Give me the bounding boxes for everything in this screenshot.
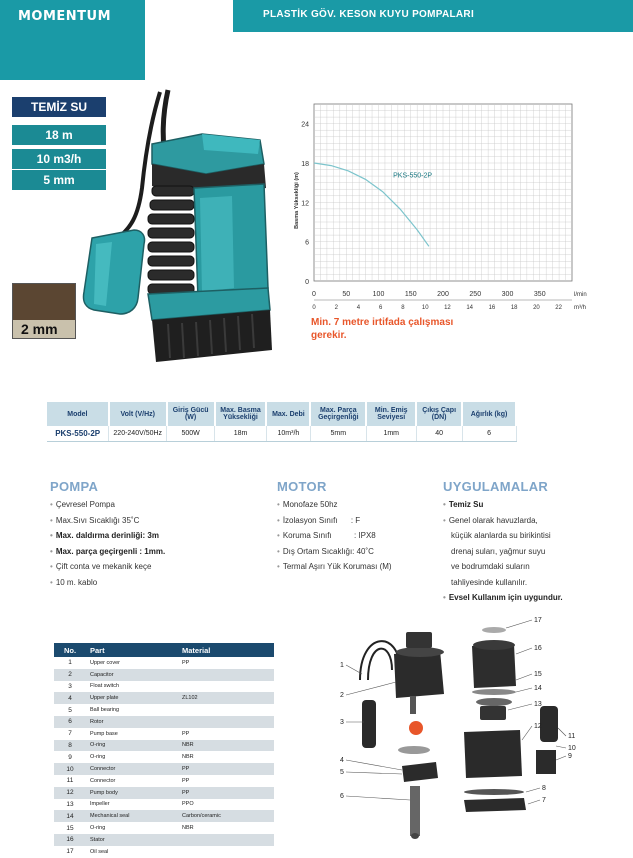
list-item — [443, 593, 563, 609]
list-item — [50, 547, 165, 563]
x-tick-label-m3h: 20 — [533, 305, 540, 311]
parts-cell-no: 1 — [54, 657, 86, 669]
parts-cell-no: 9 — [54, 751, 86, 763]
parts-cell-part: Float switch — [86, 681, 178, 693]
parts-cell-no: 17 — [54, 846, 86, 858]
callout-7: 7 — [542, 797, 546, 804]
parts-cell-material — [178, 834, 274, 846]
parts-cell-material: NBR — [178, 822, 274, 834]
bullet-icon: • — [50, 562, 53, 571]
list-item-text: 10 m. kablo — [55, 577, 98, 587]
particle-inset-image — [12, 283, 76, 339]
callout-10: 10 — [568, 745, 576, 752]
x-tick-label-m3h: 12 — [444, 305, 451, 311]
bullet-icon: • — [277, 515, 280, 525]
y-axis-label: Basma Yüksekliği (m) — [294, 172, 300, 229]
parts-cell-no: 12 — [54, 787, 86, 799]
brand-logo: MOMENTUM — [18, 9, 112, 24]
list-item-text: drenaj suları, yağmur suyu — [451, 546, 546, 556]
parts-cell-material: PP — [178, 728, 274, 740]
list-item-text: Genel olarak havuzlarda, — [448, 515, 538, 525]
table-row — [54, 810, 274, 822]
x-tick-label-lmin: 50 — [342, 291, 351, 298]
spec-table — [47, 402, 517, 442]
table-row — [54, 775, 274, 787]
parts-cell-part: Pump body — [86, 787, 178, 799]
x-tick-label-m3h: 16 — [488, 305, 496, 311]
callout-11: 11 — [568, 733, 576, 740]
table-row — [54, 822, 274, 834]
spec-water-type: TEMİZ SU — [12, 97, 106, 117]
list-item — [50, 500, 165, 516]
parts-cell-material: PP — [178, 657, 274, 669]
parts-cell-no: 16 — [54, 834, 86, 846]
parts-header-no: No. — [54, 643, 86, 657]
parts-cell-part: Mechanical seal — [86, 810, 178, 822]
parts-cell-part: Rotor — [86, 716, 178, 728]
callout-6: 6 — [340, 793, 344, 800]
section-title-uygulamalar: UYGULAMALAR — [443, 479, 549, 494]
table-row — [54, 787, 274, 799]
callout-9: 9 — [568, 753, 572, 760]
parts-cell-part: O-ring — [86, 751, 178, 763]
parts-cell-part: Pump base — [86, 728, 178, 740]
header-power: Giriş Gücü (W) — [167, 402, 215, 426]
parts-cell-part: O-ring — [86, 822, 178, 834]
list-item-text: Koruma Sınıfı : IPX8 — [282, 531, 376, 540]
list-item — [50, 562, 165, 578]
x-tick-label-m3h: 18 — [510, 305, 518, 311]
list-item — [443, 531, 563, 547]
parts-cell-material — [178, 669, 274, 681]
bullet-icon: • — [50, 500, 53, 509]
parts-cell-material — [178, 716, 274, 728]
y-tick-label: 6 — [305, 239, 309, 247]
bullet-icon: • — [50, 546, 53, 556]
bullet-icon: • — [50, 577, 53, 587]
spec-table-header-row — [47, 402, 516, 426]
cell-outlet: 40 — [416, 426, 462, 441]
parts-header-material: Material — [178, 643, 274, 657]
applications-list — [443, 500, 563, 609]
list-item — [443, 578, 563, 594]
section-title-motor: MOTOR — [277, 479, 327, 494]
spec-flow: 10 m3/h — [12, 149, 106, 169]
spec-particle: 5 mm — [12, 170, 106, 190]
x-tick-label-lmin: 150 — [404, 291, 417, 298]
list-item-text: Max. parça geçirgenli : 1mm. — [55, 546, 166, 556]
bullet-icon: • — [277, 500, 280, 509]
cell-model: PKS-550-2P — [47, 426, 109, 441]
table-row — [54, 846, 274, 858]
header-max-head: Max. Basma Yüksekliği — [215, 402, 267, 426]
list-item — [277, 516, 392, 532]
x-tick-label-m3h: 14 — [466, 305, 474, 311]
header-model: Model — [47, 402, 109, 426]
bullet-icon: • — [50, 531, 53, 540]
parts-cell-no: 4 — [54, 692, 86, 704]
cell-max-head: 18m — [215, 426, 267, 441]
parts-cell-part: Connector — [86, 763, 178, 775]
parts-cell-material: NBR — [178, 740, 274, 752]
parts-cell-no: 11 — [54, 775, 86, 787]
parts-cell-material: PP — [178, 775, 274, 787]
x-tick-label-lmin: 350 — [533, 291, 546, 298]
cell-weight: 6 — [462, 426, 516, 441]
list-item-text: Çift conta ve mekanik keçe — [55, 562, 152, 571]
parts-cell-part: Connector — [86, 775, 178, 787]
table-row — [54, 657, 274, 669]
parts-cell-no: 7 — [54, 728, 86, 740]
header-outlet: Çıkış Çapı (DN) — [416, 402, 462, 426]
list-item-text: küçük alanlarda su birikintisi — [451, 531, 551, 540]
parts-cell-part: Upper plate — [86, 692, 178, 704]
cell-power: 500W — [167, 426, 215, 441]
parts-cell-material: PPO — [178, 799, 274, 811]
callout-4: 4 — [340, 757, 344, 764]
parts-header-row — [54, 643, 274, 657]
parts-header-part: Part — [86, 643, 178, 657]
x-axis-unit-m3h: m³/h — [574, 305, 586, 311]
list-item-text: Dış Ortam Sıcaklığı: 40˚C — [282, 546, 374, 556]
callout-17: 17 — [534, 617, 542, 624]
performance-chart — [290, 100, 600, 320]
bullet-icon: • — [277, 562, 280, 571]
bullet-icon: • — [443, 515, 446, 525]
parts-cell-part: Stator — [86, 834, 178, 846]
warning-note: Min. 7 metre irtifada çalışması gerekir. — [311, 317, 454, 341]
header-min-suction: Min. Emiş Seviyesi — [366, 402, 416, 426]
parts-cell-material: ZL102 — [178, 692, 274, 704]
list-item-text: Monofaze 50hz — [282, 500, 338, 509]
list-item-text: Çevresel Pompa — [55, 500, 115, 509]
bullet-icon: • — [443, 500, 446, 509]
callout-12: 12 — [534, 723, 542, 730]
parts-cell-material — [178, 846, 274, 858]
parts-cell-part: Ball bearing — [86, 704, 178, 716]
parts-cell-no: 13 — [54, 799, 86, 811]
page-title: PLASTİK GÖV. KESON KUYU POMPALARI — [263, 9, 475, 20]
parts-cell-no: 2 — [54, 669, 86, 681]
x-tick-label-lmin: 250 — [469, 291, 482, 298]
parts-table — [54, 643, 274, 858]
callout-15: 15 — [534, 671, 542, 678]
section-title-pompa: POMPA — [50, 479, 99, 494]
list-item-text: ve bodrumdaki suların — [451, 562, 530, 571]
parts-cell-part: Oil seal — [86, 846, 178, 858]
spec-head: 18 m — [12, 125, 106, 145]
parts-cell-no: 14 — [54, 810, 86, 822]
parts-cell-part: O-ring — [86, 740, 178, 752]
parts-cell-material: NBR — [178, 751, 274, 763]
list-item-text: Max.Sıvı Sıcaklığı 35˚C — [55, 515, 140, 525]
list-item — [50, 578, 165, 594]
list-item — [50, 531, 165, 547]
parts-cell-material — [178, 681, 274, 693]
header-max-flow: Max. Debi — [266, 402, 310, 426]
x-tick-label-m3h: 10 — [421, 305, 429, 311]
table-row — [54, 692, 274, 704]
y-tick-label: 24 — [301, 121, 309, 129]
list-item — [50, 516, 165, 532]
pump-product-image — [82, 88, 282, 378]
y-tick-label: 18 — [301, 161, 309, 168]
parts-cell-material: PP — [178, 763, 274, 775]
parts-cell-no: 8 — [54, 740, 86, 752]
series-label: PKS-550-2P — [393, 172, 433, 180]
callout-2: 2 — [340, 692, 344, 699]
motor-feature-list — [277, 500, 392, 578]
cell-min-suction: 1mm — [366, 426, 416, 441]
y-tick-label: 0 — [305, 279, 309, 286]
parts-cell-no: 6 — [54, 716, 86, 728]
list-item — [443, 516, 563, 532]
table-row — [54, 763, 274, 775]
x-tick-label-m3h: 2 — [334, 305, 338, 311]
parts-cell-no: 3 — [54, 681, 86, 693]
exploded-view-diagram — [340, 610, 590, 858]
bullet-icon: • — [277, 546, 280, 556]
list-item — [443, 547, 563, 563]
parts-cell-part: Capacitor — [86, 669, 178, 681]
list-item-text: İzolasyon Sınıfı : F — [282, 515, 361, 525]
parts-cell-part: Impeller — [86, 799, 178, 811]
list-item — [277, 547, 392, 563]
table-row — [54, 799, 274, 811]
x-tick-label-m3h: 0 — [312, 305, 316, 311]
table-row — [47, 426, 516, 441]
parts-cell-material: PP — [178, 787, 274, 799]
x-tick-label-lmin: 300 — [501, 291, 514, 298]
list-item — [443, 562, 563, 578]
table-row — [54, 751, 274, 763]
callout-14: 14 — [534, 685, 542, 692]
bullet-icon: • — [443, 593, 446, 602]
table-row — [54, 728, 274, 740]
table-row — [54, 704, 274, 716]
inset-label: 2 mm — [21, 321, 58, 337]
x-axis-unit-lmin: l/min — [574, 292, 587, 298]
header-volt: Volt (V/Hz) — [109, 402, 167, 426]
list-item — [277, 531, 392, 547]
list-item-text: Evsel Kullanım için uygundur. — [448, 593, 563, 602]
list-item — [443, 500, 563, 516]
parts-cell-material — [178, 704, 274, 716]
x-tick-label-m3h: 22 — [555, 305, 562, 311]
table-row — [54, 681, 274, 693]
header-weight: Ağırlık (kg) — [462, 402, 516, 426]
bullet-icon: • — [50, 515, 53, 525]
x-tick-label-lmin: 100 — [372, 291, 385, 298]
cell-volt: 220-240V/50Hz — [109, 426, 167, 441]
callout-5: 5 — [340, 769, 344, 776]
x-tick-label-m3h: 4 — [356, 305, 361, 311]
x-tick-label-lmin: 0 — [312, 291, 316, 298]
pompa-feature-list — [50, 500, 165, 593]
callout-8: 8 — [542, 785, 546, 792]
list-item — [277, 562, 392, 578]
cell-max-flow: 10m³/h — [266, 426, 310, 441]
header-max-particle: Max. Parça Geçirgenliği — [310, 402, 366, 426]
header-band — [233, 0, 633, 32]
callout-16: 16 — [534, 645, 542, 652]
callout-3: 3 — [340, 719, 344, 726]
table-row — [54, 669, 274, 681]
parts-cell-part: Upper cover — [86, 657, 178, 669]
bullet-icon: • — [277, 531, 280, 540]
list-item-text: Temiz Su — [448, 500, 484, 509]
cell-max-particle: 5mm — [310, 426, 366, 441]
y-tick-label: 12 — [301, 200, 309, 208]
x-tick-label-m3h: 8 — [401, 305, 405, 311]
parts-cell-material: Carbon/ceramic — [178, 810, 274, 822]
parts-cell-no: 10 — [54, 763, 86, 775]
table-row — [54, 834, 274, 846]
brand-logo-box — [0, 0, 145, 80]
parts-cell-no: 15 — [54, 822, 86, 834]
table-row — [54, 740, 274, 752]
callout-1: 1 — [340, 662, 344, 669]
table-row — [54, 716, 274, 728]
x-tick-label-m3h: 6 — [379, 305, 383, 311]
list-item-text: Termal Aşırı Yük Koruması (M) — [282, 562, 392, 571]
list-item — [277, 500, 392, 516]
list-item-text: Max. daldırma derinliği: 3m — [55, 531, 159, 540]
list-item-text: tahliyesinde kullanılır. — [451, 577, 528, 587]
parts-cell-no: 5 — [54, 704, 86, 716]
callout-13: 13 — [534, 701, 542, 708]
x-tick-label-lmin: 200 — [437, 291, 449, 298]
